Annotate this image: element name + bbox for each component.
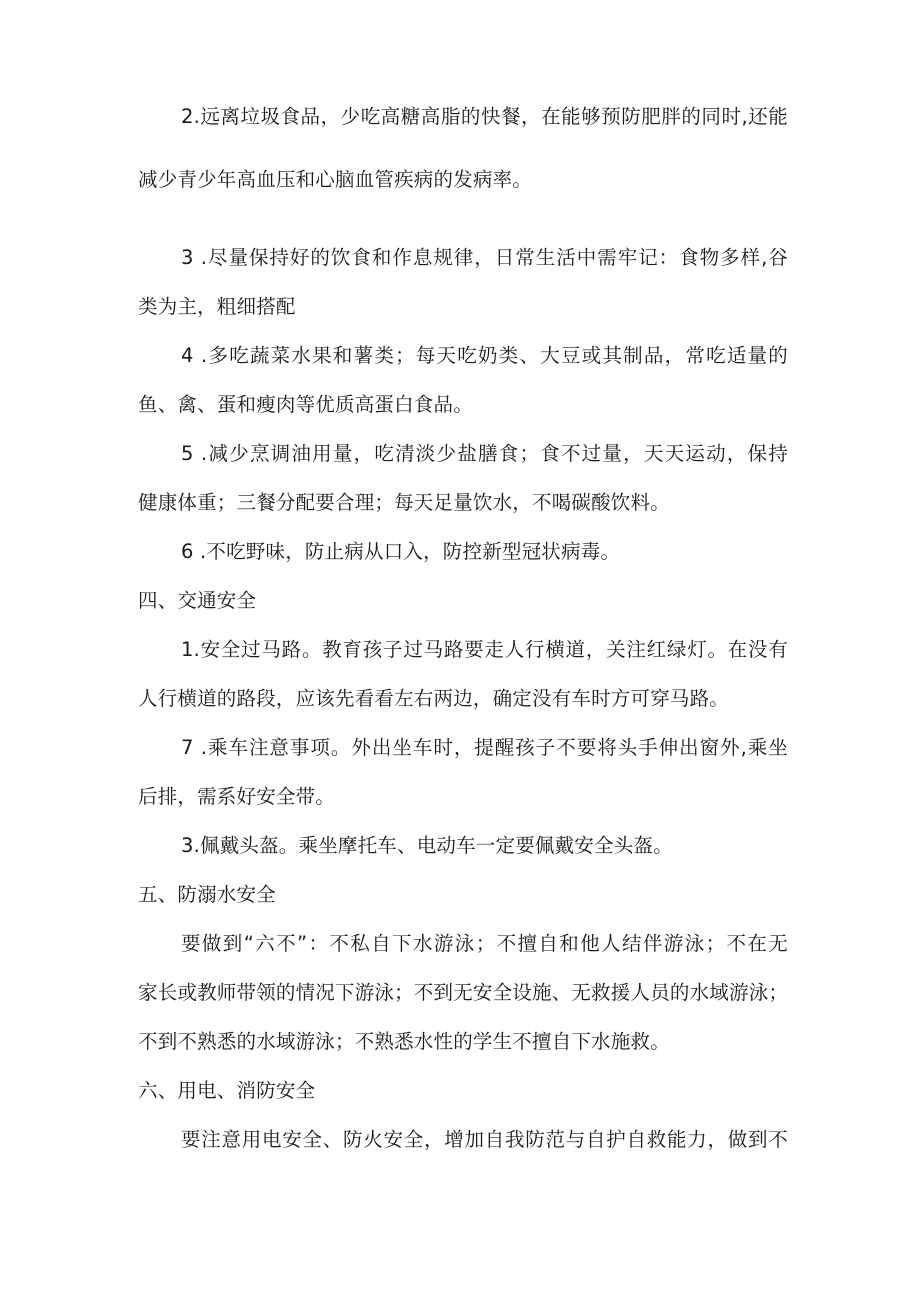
paragraph-line: 家长或教师带领的情况下游泳；不到无安全设施、无救援人员的水域游泳； <box>138 981 789 1004</box>
paragraph-line: 要注意用电安全、防火安全，增加自我防范与自护自救能力，做到不 <box>181 1128 788 1151</box>
paragraph-line: 人行横道的路段，应该先看看左右两边，确定没有车时方可穿马路。 <box>138 687 730 710</box>
paragraph-line: 不到不熟悉的水域游泳；不熟悉水性的学生不擅自下水施救。 <box>138 1030 670 1053</box>
paragraph-line: 健康体重；三餐分配要合理；每天足量饮水，不喝碳酸饮料。 <box>138 491 670 514</box>
paragraph-line: 3.佩戴头盔。乘坐摩托车、电动车一定要佩戴安全头盔。 <box>181 834 673 857</box>
paragraph-line: 5 .减少烹调油用量，吃清淡少盐膳食；食不过量，天天运动，保持 <box>181 442 788 465</box>
paragraph-line: 4 .多吃蔬菜水果和薯类；每天吃奶类、大豆或其制品，常吃适量的 <box>181 344 788 367</box>
paragraph-line: 7 .乘车注意事项。外出坐车时，提醒孩子不要将头手伸出窗外,乘坐 <box>181 736 788 759</box>
paragraph-line: 2.远离垃圾食品，少吃高糖高脂的快餐，在能够预防肥胖的同时,还能 <box>181 105 788 128</box>
paragraph-line: 要做到“六不”：不私自下水游泳；不擅自和他人结伴游泳；不在无 <box>181 932 788 955</box>
section-heading: 六、用电、消防安全 <box>138 1079 316 1102</box>
paragraph-line: 3 .尽量保持好的饮食和作息规律，日常生活中需牢记：食物多样,谷 <box>181 246 788 269</box>
paragraph-line: 6 .不吃野味，防止病从口入，防控新型冠状病毒。 <box>181 540 621 563</box>
section-heading: 五、防溺水安全 <box>138 883 276 906</box>
paragraph-line: 类为主，粗细搭配 <box>138 295 296 318</box>
paragraph-line: 后排，需系好安全带。 <box>138 785 336 808</box>
paragraph-line: 减少青少年高血压和心脑血管疾病的发病率。 <box>138 168 533 191</box>
section-heading: 四、交通安全 <box>138 589 257 612</box>
paragraph-line: 1.安全过马路。教育孩子过马路要走人行横道，关注红绿灯。在没有 <box>181 638 788 661</box>
paragraph-line: 鱼、禽、蛋和瘦肉等优质高蛋白食品。 <box>138 393 473 416</box>
